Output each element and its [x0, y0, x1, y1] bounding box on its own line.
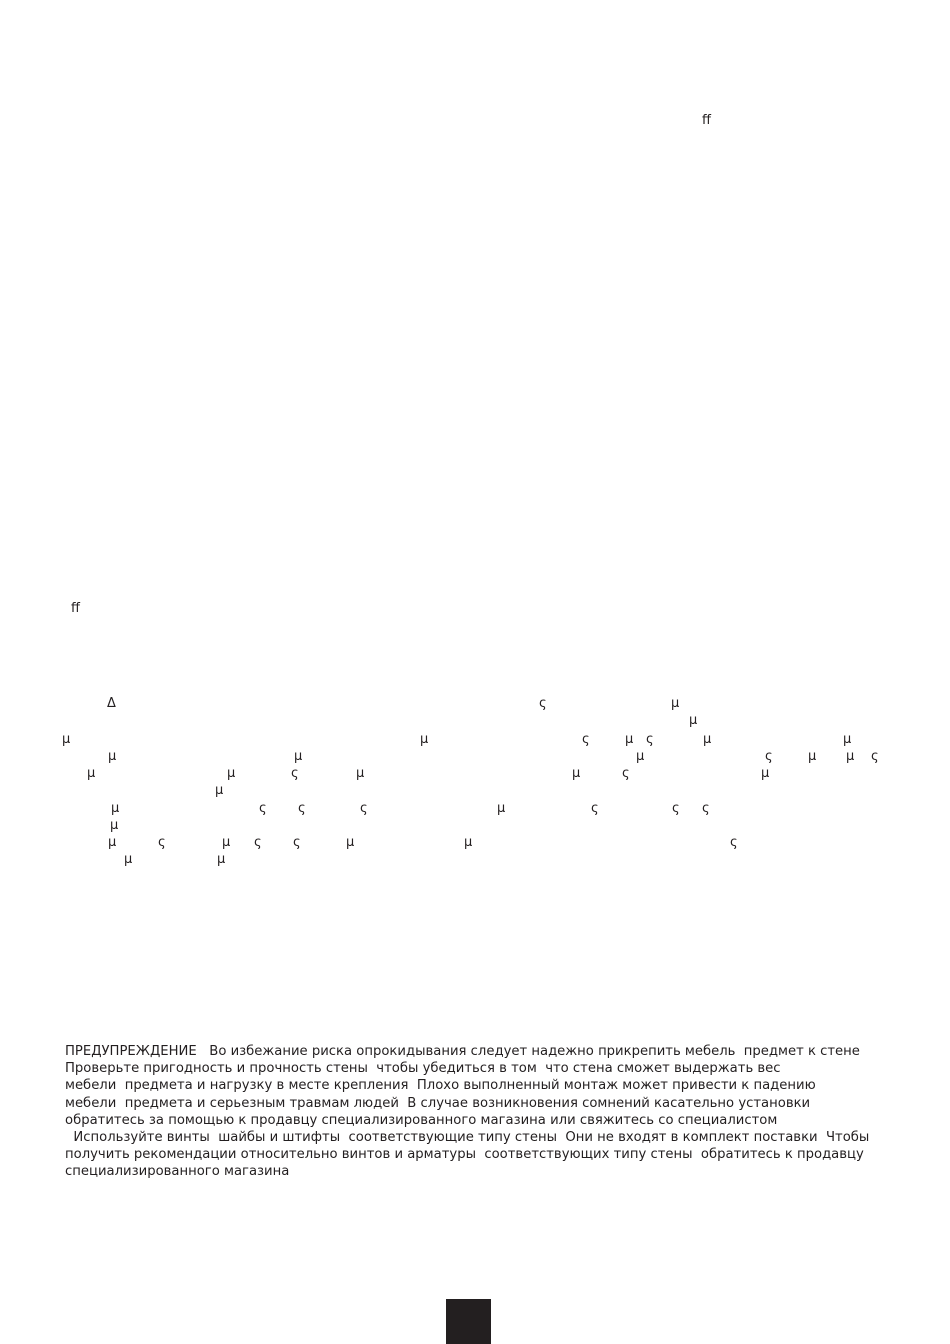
- sigma-glyph: ς: [646, 732, 654, 747]
- warning-line: Проверьте пригодность и прочность стены чтобы убедиться в том что стена сможет выдержать вес: [65, 1061, 781, 1077]
- mu-glyph: μ: [497, 801, 506, 816]
- mu-glyph: μ: [124, 852, 133, 867]
- mu-glyph: μ: [217, 852, 226, 867]
- mu-glyph: μ: [108, 749, 117, 764]
- sigma-glyph: ς: [622, 766, 630, 781]
- mu-glyph: μ: [62, 732, 71, 747]
- mu-glyph: μ: [420, 732, 429, 747]
- mu-glyph: μ: [294, 749, 303, 764]
- mu-glyph: μ: [689, 713, 698, 728]
- sigma-glyph: ς: [702, 801, 710, 816]
- delta-glyph: Δ: [107, 696, 116, 711]
- sigma-glyph: ς: [871, 749, 879, 764]
- mu-glyph: μ: [464, 835, 473, 850]
- sigma-glyph: ς: [254, 835, 262, 850]
- mu-glyph: μ: [808, 749, 817, 764]
- warning-line: Используйте винты шайбы и штифты соответствующие типу стены Они не входят в комплект поставки Чтобы: [65, 1130, 870, 1146]
- sigma-glyph: ς: [591, 801, 599, 816]
- sigma-glyph: ς: [765, 749, 773, 764]
- sigma-glyph: ς: [259, 801, 267, 816]
- warning-line: ПРЕДУПРЕЖДЕНИЕ Во избежание риска опрокидывания следует надежно прикрепить мебель предмет к стене: [65, 1044, 860, 1059]
- mu-glyph: μ: [761, 766, 770, 781]
- mu-glyph: μ: [108, 835, 117, 850]
- sigma-glyph: ς: [360, 801, 368, 816]
- mu-glyph: μ: [111, 801, 120, 816]
- sigma-glyph: ς: [582, 732, 590, 747]
- mu-glyph: μ: [227, 766, 236, 781]
- mu-glyph: μ: [222, 835, 231, 850]
- sigma-glyph: ς: [158, 835, 166, 850]
- warning-line: мебели предмета и нагрузку в месте крепления Плохо выполненный монтаж может привести к падению: [65, 1078, 816, 1094]
- warning-text: [65, 1043, 925, 1181]
- mu-glyph: μ: [572, 766, 581, 781]
- sigma-glyph: ς: [293, 835, 301, 850]
- ligature-glyph-top: ﬀ: [702, 113, 711, 128]
- mu-glyph: μ: [215, 783, 224, 798]
- sigma-glyph: ς: [539, 696, 547, 711]
- warning-line: обратитесь за помощью к продавцу специализированного магазина или свяжитесь со специалистом: [65, 1112, 778, 1128]
- mu-glyph: μ: [846, 749, 855, 764]
- warning-line: мебели предмета и серьезным травмам людей В случае возникновения сомнений касательно установки: [65, 1095, 811, 1111]
- sigma-glyph: ς: [298, 801, 306, 816]
- mu-glyph: μ: [625, 732, 634, 747]
- mu-glyph: μ: [703, 732, 712, 747]
- sigma-glyph: ς: [730, 835, 738, 850]
- mu-glyph: μ: [356, 766, 365, 781]
- mu-glyph: μ: [671, 696, 680, 711]
- mu-glyph: μ: [346, 835, 355, 850]
- mu-glyph: μ: [110, 818, 119, 833]
- warning-line: специализированного магазина: [65, 1164, 290, 1180]
- page-number-tab: [446, 1299, 491, 1344]
- mu-glyph: μ: [636, 749, 645, 764]
- mu-glyph: μ: [87, 766, 96, 781]
- mu-glyph: μ: [843, 732, 852, 747]
- sigma-glyph: ς: [672, 801, 680, 816]
- ligature-glyph-mid: ﬀ: [71, 601, 80, 616]
- warning-line: получить рекомендации относительно винтов и арматуры соответствующих типу стены обратитесь к продавцу: [65, 1147, 864, 1163]
- sigma-glyph: ς: [291, 766, 299, 781]
